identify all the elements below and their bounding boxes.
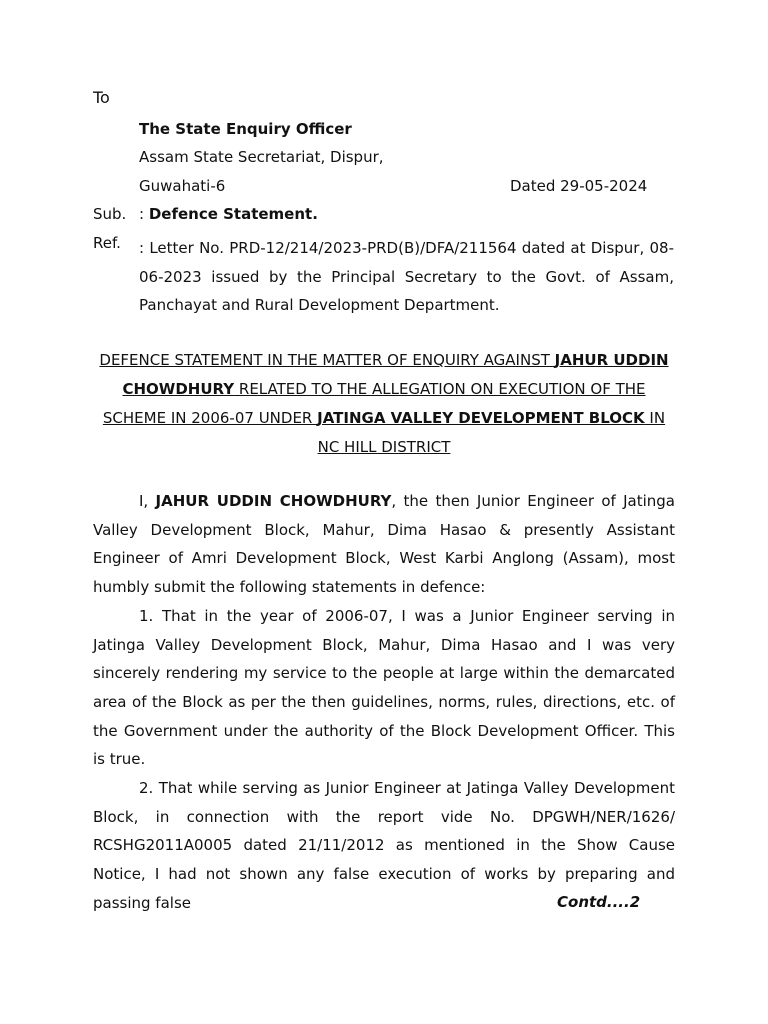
subject-prefix: : [139, 205, 149, 223]
subject-line [139, 205, 318, 223]
intro-rest: , the then Junior Engineer of Jatinga Valley Development Block, Mahur, Dima Hasao & presently Assistant Engineer of Amri Development Block, West Karbi Anglong (Assam), most humbly submit the following statements in defence: [93, 492, 675, 597]
heading-part2: RELATED TO THE ALLEGATION ON EXECUTION OF THE SCHEME IN 2006-07 UNDER [102, 380, 646, 427]
point-2: 2. That while serving as Junior Engineer at Jatinga Valley Development Block, in connection with the report vide No. DPGWH/NER/1626/ RCSHG2011A0005 dated 21/11/2012 as mentioned in the Show Cause Notice, I had not shown any false execution of works by preparing and passing false [93, 779, 675, 912]
subject-label: Sub. [93, 205, 127, 223]
addressee-line1: Assam State Secretariat, Dispur, [139, 148, 384, 166]
statement-body [93, 487, 675, 918]
reference-text: : Letter No. PRD-12/214/2023-PRD(B)/DFA/211564 dated at Dispur, 08-06-2023 issued by the Principal Secretary to the Govt. of Assam, Panchayat and Rural Development Department. [139, 239, 674, 314]
heading-part1: DEFENCE STATEMENT IN THE MATTER OF ENQUIRY AGAINST [99, 351, 555, 369]
intro-name: JAHUR UDDIN CHOWDHURY [155, 492, 392, 510]
continued-note: Contd....2 [557, 893, 641, 911]
date-line: Dated 29-05-2024 [510, 177, 648, 195]
intro-start: I, [139, 492, 156, 510]
intro-paragraph [93, 487, 675, 602]
statement-heading [93, 346, 675, 462]
to-label: To [93, 88, 110, 107]
reference-label: Ref. [93, 234, 121, 252]
addressee-line2: Guwahati-6 [139, 177, 226, 195]
heading-part3: IN NC HILL DISTRICT [317, 409, 666, 456]
heading-name: JAHUR UDDIN CHOWDHURY [122, 351, 669, 398]
addressee-title: The State Enquiry Officer [139, 120, 352, 138]
point-1: 1. That in the year of 2006-07, I was a Junior Engineer serving in Jatinga Valley Development Block, Mahur, Dima Hasao and I was very sincerely rendering my service to the people at large within the demarcated area of the Block as per the then guidelines, norms, rules, directions, etc. of the Government under the authority of the Block Development Officer. This is true. [93, 606, 675, 769]
heading-block: JATINGA VALLEY DEVELOPMENT BLOCK [317, 409, 645, 427]
subject-text: Defence Statement. [148, 205, 318, 223]
